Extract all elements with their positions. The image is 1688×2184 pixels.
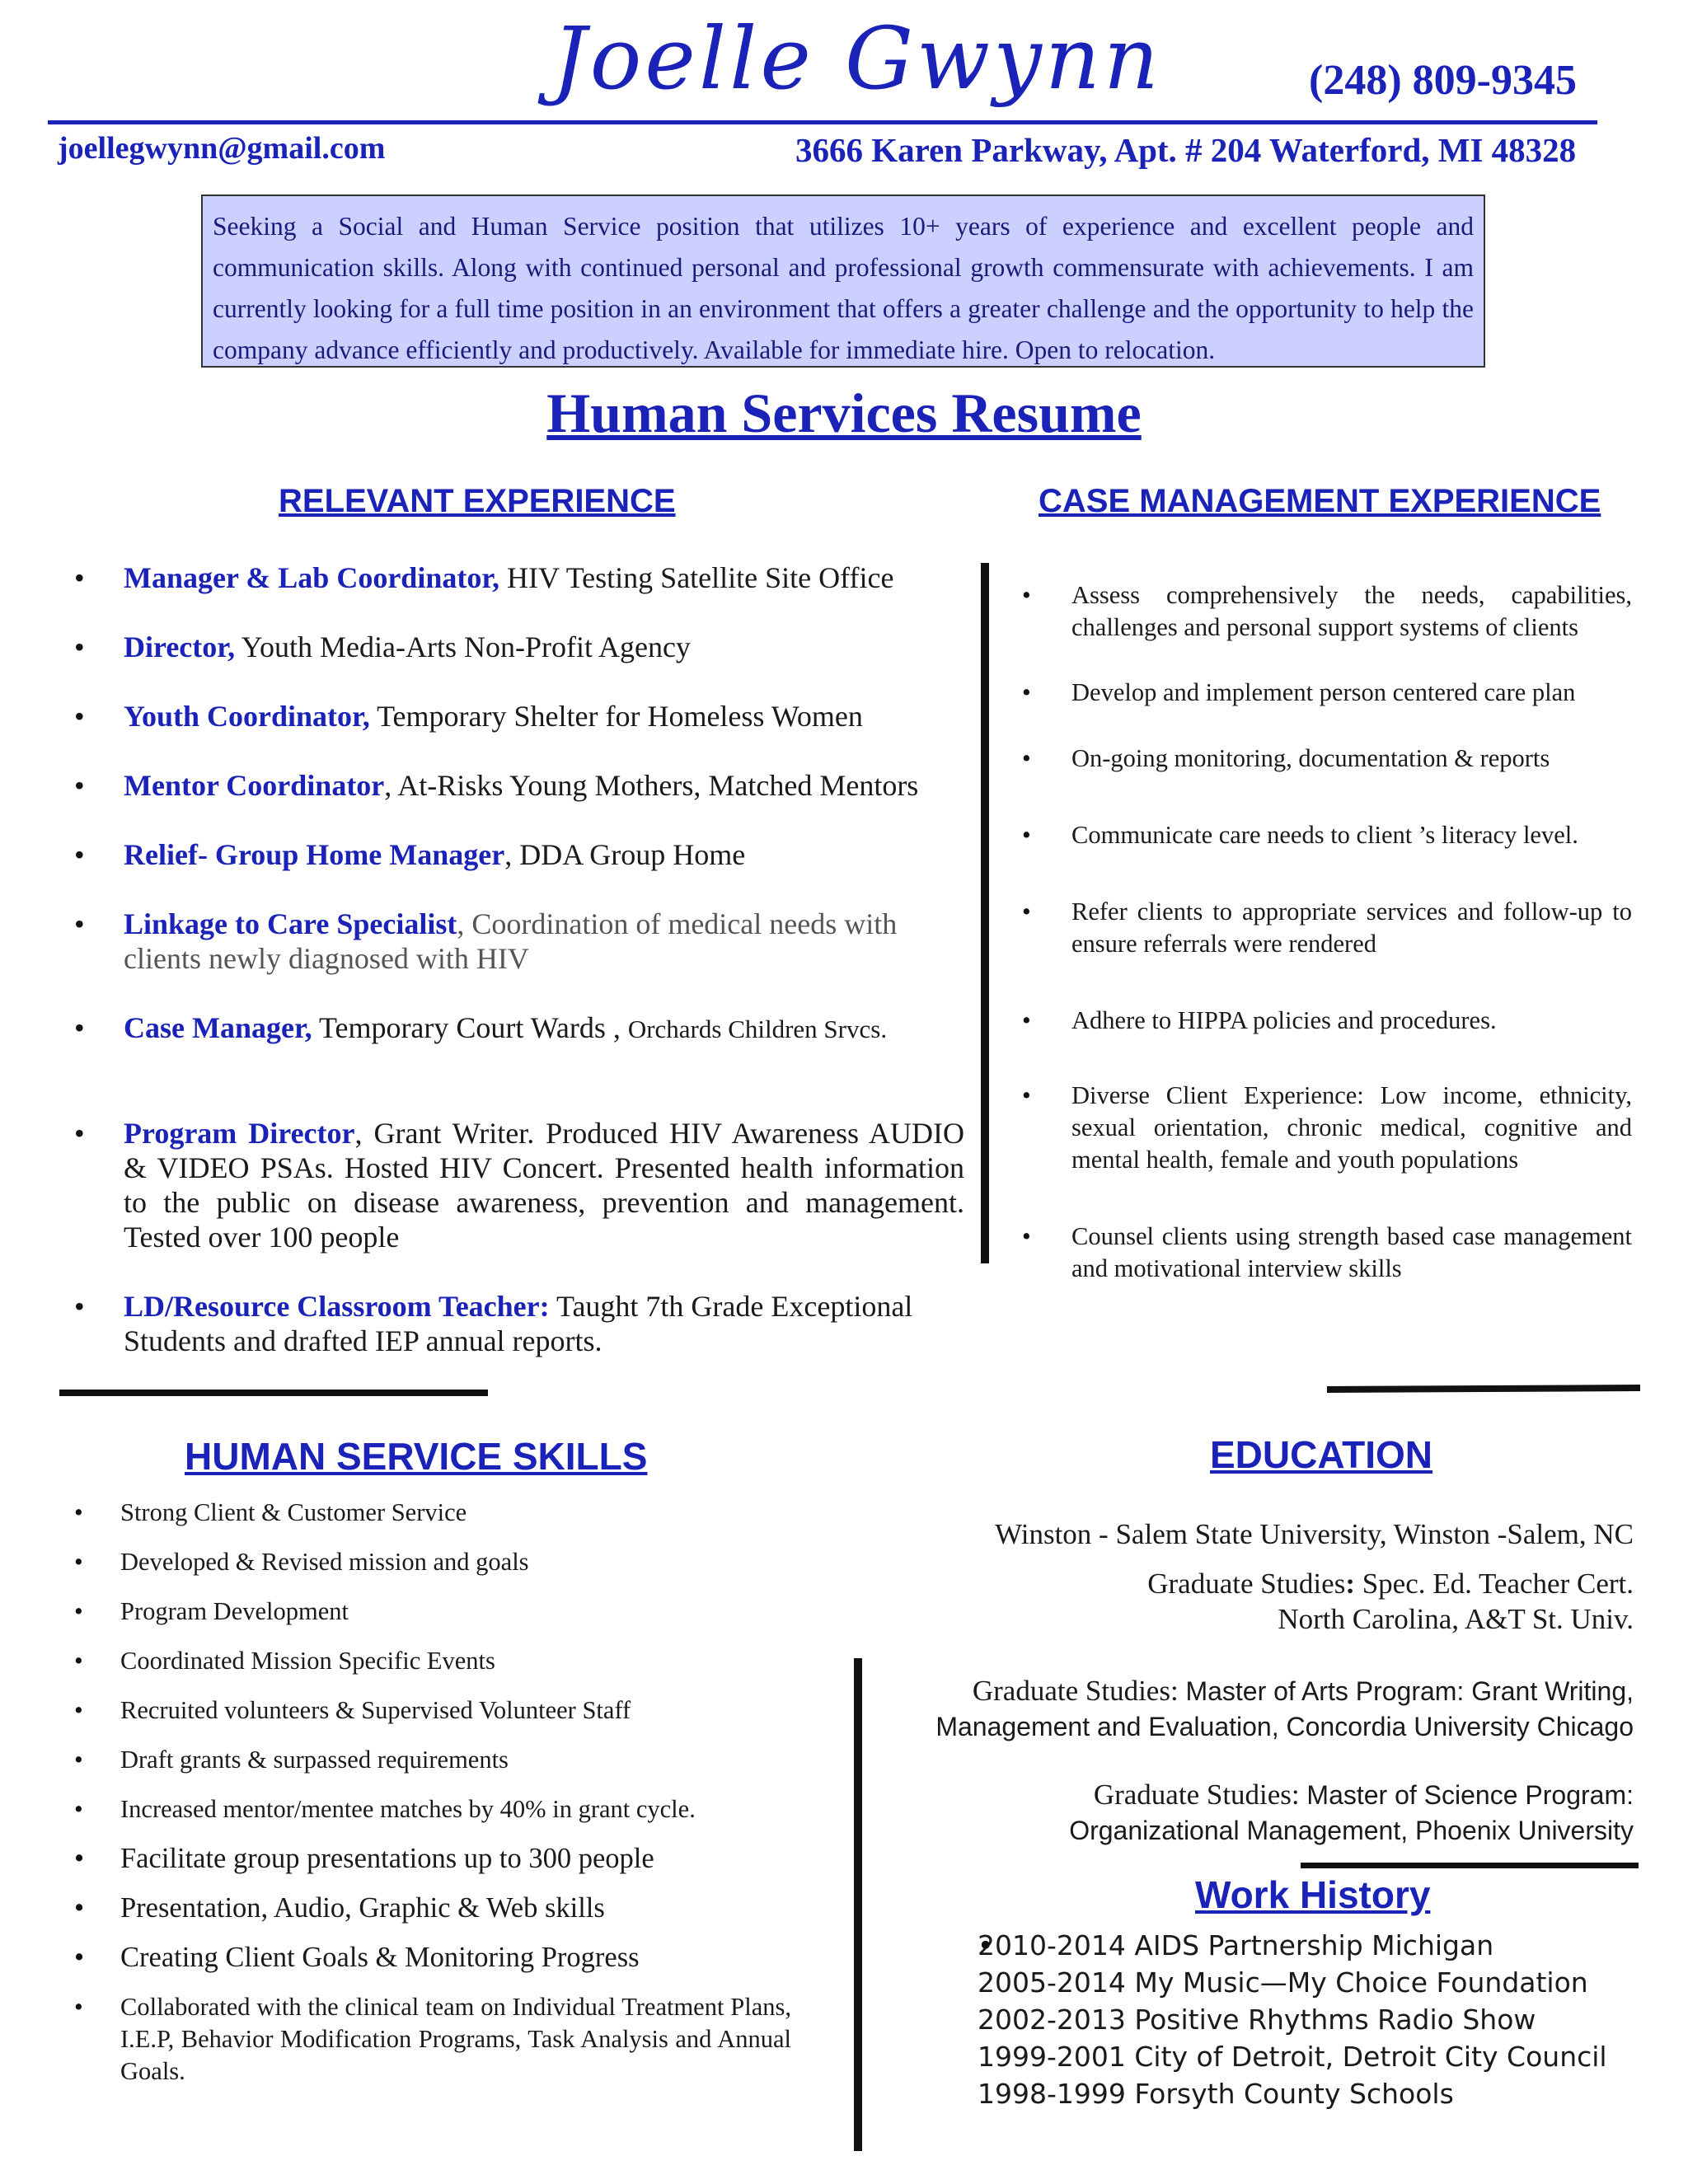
- street-address: 3666 Karen Parkway, Apt. # 204 Waterford, MI 48328: [795, 131, 1577, 169]
- role-desc: Temporary Shelter for Homeless Women: [369, 700, 863, 733]
- email-address: joellegwynn@gmail.com: [58, 131, 386, 166]
- role-desc: , Grant Writer. Produced HIV Awareness AUDIO & VIDEO PSAs. Hosted HIV Concert. Presented health information to the public on disease awareness, prevention and management. Tested over 100 people: [124, 1117, 964, 1254]
- role-title: Director,: [124, 630, 235, 663]
- list-item: • Strong Client & Customer Service: [74, 1497, 791, 1529]
- list-item: • Adhere to HIPPA policies and procedures.: [1022, 1005, 1632, 1037]
- candidate-name: Joelle Gwynn: [552, 8, 1162, 109]
- list-item: • Developed & Revised mission and goals: [74, 1546, 791, 1578]
- list-item: • Collaborated with the clinical team on Individual Treatment Plans, I.E.P, Behavior Modification Programs, Task Analysis and Annual Goals.: [74, 1991, 791, 2088]
- objective-box: Seeking a Social and Human Service position that utilizes 10+ years of experience and excellent people and communication skills. Along with continued personal and professional growth commensurate with achievements. I am currently looking for a full time position in an environment that offers a greater challenge and the opportunity to help the company advance efficiently and productively. Available for immediate hire. Open to relocation.: [201, 194, 1485, 368]
- list-item: • Develop and implement person centered care plan: [1022, 677, 1632, 709]
- list-item: • Diverse Client Experience: Low income, ethnicity, sexual orientation, chronic medical, cognitive and mental health, female and youth populations: [1022, 1080, 1632, 1176]
- role-title: Manager & Lab Coordinator,: [124, 561, 500, 594]
- role-desc: HIV Testing Satellite Site Office: [499, 561, 894, 594]
- grad-program: Spec. Ed. Teacher Cert.: [1354, 1568, 1634, 1600]
- education-heading: EDUCATION: [1210, 1433, 1433, 1476]
- list-item: • Coordinated Mission Specific Events: [74, 1645, 791, 1677]
- role-desc: Temporary Court Wards ,: [312, 1011, 628, 1044]
- list-item: [74, 1289, 997, 1358]
- list-item: • Draft grants & surpassed requirements: [74, 1744, 791, 1776]
- grad-label: Graduate Studies:: [1093, 1779, 1307, 1811]
- list-item: • 1999-2001 City of Detroit, Detroit City Council: [978, 2038, 1607, 2075]
- list-item: • 2002-2013 Positive Rhythms Radio Show: [978, 2001, 1607, 2038]
- education-university: Winston - Salem State University, Winston -Salem, NC: [995, 1518, 1634, 1550]
- grad-school: Management and Evaluation, Concordia University Chicago: [935, 1712, 1634, 1741]
- list-item: [74, 1116, 964, 1254]
- resume-title: Human Services Resume: [546, 382, 1142, 444]
- role-title: Mentor Coordinator: [124, 769, 385, 802]
- role-desc: , Coordination of medical needs with clients newly diagnosed with HIV: [124, 907, 898, 975]
- case-management-list: [1022, 579, 1632, 1285]
- vertical-divider: [981, 563, 989, 1263]
- grad-label: Graduate Studies: [1147, 1568, 1346, 1600]
- role-desc: , DDA Group Home: [504, 838, 746, 871]
- list-item: • 1998-1999 Forsyth County Schools: [978, 2075, 1607, 2112]
- list-item: • Creating Client Goals & Monitoring Progress: [74, 1942, 791, 1974]
- section-divider: [59, 1390, 488, 1396]
- list-item: • Program Development: [74, 1596, 791, 1628]
- phone-number: (248) 809-9345: [1309, 57, 1577, 104]
- grad-program: Master of Science Program:: [1306, 1780, 1634, 1810]
- list-item: • Counsel clients using strength based case management and motivational interview skills: [1022, 1221, 1632, 1285]
- list-item: [74, 768, 964, 803]
- list-item: [74, 630, 964, 664]
- relevant-experience-heading: RELEVANT EXPERIENCE: [279, 483, 676, 519]
- grad-program: Master of Arts Program: Grant Writing,: [1185, 1676, 1634, 1706]
- work-history-list: [978, 1927, 1607, 2112]
- grad-label: Graduate Studies:: [972, 1675, 1186, 1707]
- list-item: • 2010-2014 AIDS Partnership Michigan: [978, 1927, 1607, 1964]
- list-item: • Refer clients to appropriate services and follow-up to ensure referrals were rendered: [1022, 896, 1632, 960]
- vertical-divider: [854, 1658, 862, 2151]
- role-title: Relief- Group Home Manager: [124, 838, 505, 871]
- section-divider: [1327, 1385, 1640, 1393]
- role-desc: Taught 7th Grade Exceptional Students and drafted IEP annual reports.: [124, 1290, 913, 1357]
- list-item: • Recruited volunteers & Supervised Volunteer Staff: [74, 1694, 791, 1727]
- skills-heading: HUMAN SERVICE SKILLS: [185, 1435, 648, 1478]
- skills-list: [74, 1497, 791, 2088]
- education-graduate-1: [1147, 1566, 1634, 1637]
- list-item: • Increased mentor/mentee matches by 40% in grant cycle.: [74, 1793, 791, 1825]
- list-item: [74, 699, 964, 733]
- grad-school: Organizational Management, Phoenix University: [1069, 1816, 1634, 1845]
- work-history-heading: Work History: [1195, 1873, 1431, 1916]
- section-divider: [1301, 1863, 1639, 1868]
- header-divider: [48, 120, 1597, 124]
- list-item: • Assess comprehensively the needs, capabilities, challenges and personal support systems of clients: [1022, 579, 1632, 644]
- list-item: • 2005-2014 My Music—My Choice Foundation: [978, 1964, 1607, 2001]
- role-desc: , At-Risks Young Mothers, Matched Mentors: [384, 769, 919, 802]
- list-item: [74, 560, 964, 595]
- list-item: [74, 1010, 964, 1047]
- role-title: Linkage to Care Specialist: [124, 907, 457, 940]
- education-graduate-3: [1069, 1777, 1634, 1849]
- role-title: Case Manager,: [124, 1011, 312, 1044]
- role-title: LD/Resource Classroom Teacher:: [124, 1290, 550, 1323]
- role-title: Youth Coordinator,: [124, 700, 370, 733]
- role-title: Program Director: [124, 1117, 355, 1150]
- list-item: • Facilitate group presentations up to 300 people: [74, 1843, 791, 1875]
- relevant-experience-list: [74, 560, 964, 1358]
- education-graduate-2: [935, 1673, 1634, 1745]
- role-desc: Youth Media-Arts Non-Profit Agency: [234, 630, 691, 663]
- list-item: [74, 907, 948, 976]
- grad-colon: :: [1345, 1568, 1355, 1600]
- list-item: [74, 837, 964, 872]
- list-item: • Presentation, Audio, Graphic & Web skills: [74, 1892, 791, 1924]
- grad-school: North Carolina, A&T St. Univ.: [1278, 1603, 1634, 1635]
- case-management-heading: CASE MANAGEMENT EXPERIENCE: [1039, 483, 1601, 519]
- role-desc-extra: Orchards Children Srvcs.: [627, 1015, 888, 1043]
- list-item: • Communicate care needs to client ’s literacy level.: [1022, 819, 1632, 851]
- list-item: • On-going monitoring, documentation & reports: [1022, 743, 1632, 775]
